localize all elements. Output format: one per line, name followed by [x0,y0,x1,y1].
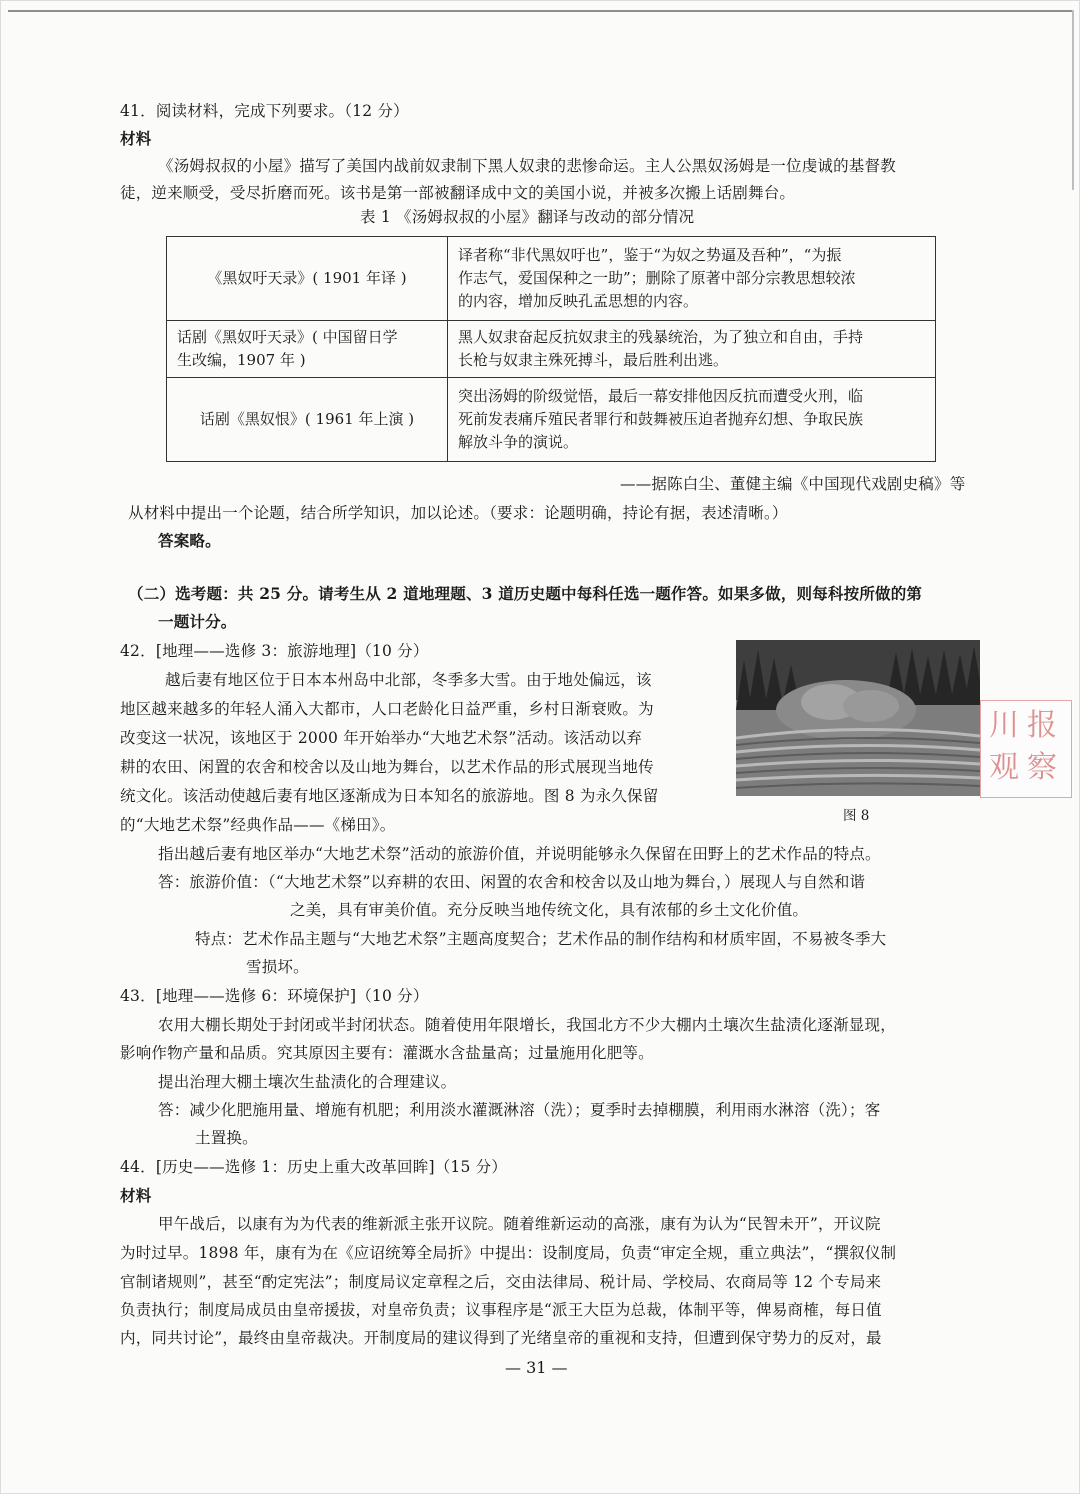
q44-para-line: 甲午战后，以康有为为代表的维新派主张开议院。随着维新运动的高涨，康有为认为“民智未开”，开议院 [158,1215,881,1233]
table-title: 表 1 《汤姆叔叔的小屋》翻译与改动的部分情况 [360,208,695,226]
q43-task: 提出治理大棚土壤次生盐渍化的合理建议。 [158,1073,457,1091]
table-cell: 话剧《黑奴恨》( 1961 年上演 ) [167,378,448,462]
q43-answer-line: 答：减少化肥施用量、增施有机肥；利用淡水灌溉淋溶（洗）；夏季时去掉棚膜，利用雨水淋溶（洗）；客 [158,1101,881,1119]
figure-caption: 图 8 [843,808,870,824]
watermark-char: 察 [1027,750,1057,785]
q42-task: 指出越后妻有地区举办“大地艺术祭”活动的旅游价值，并说明能够永久保留在田野上的艺术作品的特点。 [158,845,881,863]
terraced-field-photo [736,640,980,796]
table-cell: 译者称“非代黑奴吁也”，鉴于“为奴之势逼及吾种”，“为振 作志气，爱国保种之一助”；删除了原著中部分宗教思想较浓 的内容，增加反映孔孟思想的内容。 [448,237,936,321]
q42-answer-line: 特点：艺术作品主题与“大地艺术祭”主题高度契合；艺术作品的制作结构和材质牢固，不易被冬季大 [195,930,887,948]
q41-material-label: 材料 [120,129,152,148]
q42-para-line: 耕的农田、闲置的农舍和校舍以及山地为舞台，以艺术作品的形式展现当地传 [120,758,654,776]
q44-header: 44．[历史——选修 1：历史上重大改革回眸]（15 分） [120,1158,508,1176]
q42-para-line: 越后妻有地区位于日本本州岛中北部，冬季多大雪。由于地处偏远，该 [165,671,652,689]
q41-source: ——据陈白尘、董健主编《中国现代戏剧史稿》等 [620,475,966,493]
q44-material-label: 材料 [120,1186,152,1205]
q41-answer: 答案略。 [158,531,221,550]
table-row [167,320,936,378]
section2-instructions: （二）选考题：共 25 分。请考生从 2 道地理题、3 道历史题中每科任选一题作答。如果多做，则每科按所做的第 [128,584,923,603]
newspaper-watermark-stamp [980,700,1072,798]
q41-task: 从材料中提出一个论题，结合所学知识，加以论述。（要求：论题明确，持论有据，表述清晰。） [128,504,788,522]
q44-para-line: 内，同共讨论”，最终由皇帝裁决。开制度局的建议得到了光绪皇帝的重视和支持，但遭到保守势力的反对，最 [120,1329,882,1347]
q43-para-line: 农用大棚长期处于封闭或半封闭状态。随着使用年限增长，我国北方不少大棚内土壤次生盐渍化逐渐显现， [158,1016,896,1034]
q42-header: 42．[地理——选修 3：旅游地理]（10 分） [120,642,429,660]
table-row [167,378,936,462]
table-row [167,237,936,321]
q41-para-line: 《汤姆叔叔的小屋》描写了美国内战前奴隶制下黑人奴隶的悲惨命运。主人公黑奴汤姆是一位虔诚的基督教 [158,157,896,175]
q41-header: 41．阅读材料，完成下列要求。（12 分） [120,102,409,120]
q41-para-line: 徒，逆来顺受，受尽折磨而死。该书是第一部被翻译成中文的美国小说，并被多次搬上话剧舞台。 [120,184,796,202]
table-cell: 黑人奴隶奋起反抗奴隶主的残暴统治，为了独立和自由，手持 长枪与奴隶主殊死搏斗，最后胜利出逃。 [448,320,936,378]
q44-para-line: 为时过早。1898 年，康有为在《应诏统筹全局折》中提出：设制度局，负责“审定全规，重立典法”，“撰叙仪制 [120,1244,897,1262]
section2-instructions-cont: 一题计分。 [158,612,237,631]
q42-answer-line: 答：旅游价值：（“大地艺术祭”以弃耕的农田、闲置的农舍和校舍以及山地为舞台，）展现人与自然和谐 [158,873,866,891]
q42-answer-line: 雪损坏。 [246,958,309,976]
q42-para-line: 的“大地艺术祭”经典作品——《梯田》。 [120,816,396,834]
page-top-edge [8,10,1074,12]
q42-para-line: 地区越来越多的年轻人涌入大都市，人口老龄化日益严重，乡村日渐衰败。为 [120,700,654,718]
table-cell: 《黑奴吁天录》( 1901 年译 ) [167,237,448,321]
page-number: — 31 — [505,1358,568,1377]
q44-para-line: 负责执行；制度局成员由皇帝援拔，对皇帝负责；议事程序是“派王大臣为总裁，体制平等，俾易商榷，每日值 [120,1301,882,1319]
q43-para-line: 影响作物产量和品质。究其原因主要有：灌溉水含盐量高；过量施用化肥等。 [120,1044,654,1062]
q42-para-line: 改变这一状况，该地区于 2000 年开始举办“大地艺术祭”活动。该活动以弃 [120,729,643,747]
watermark-char: 观 [989,750,1019,785]
q43-header: 43．[地理——选修 6：环境保护]（10 分） [120,987,429,1005]
watermark-char: 川 [989,708,1019,743]
page-right-edge [1072,10,1074,190]
q43-answer-line: 土置换。 [195,1129,258,1147]
q42-answer-line: 之美，具有审美价值。充分反映当地传统文化，具有浓郁的乡土文化价值。 [290,901,809,919]
q42-para-line: 统文化。该活动使越后妻有地区逐渐成为日本知名的旅游地。图 8 为永久保留 [120,787,659,805]
translation-table [166,236,936,462]
table-cell: 话剧《黑奴吁天录》( 中国留日学 生改编，1907 年 ) [167,320,448,378]
q44-para-line: 官制诸规则”，甚至“酌定宪法”；制度局议定章程之后，交由法律局、税计局、学校局、农商局等 12 个专局来 [120,1273,882,1291]
table-cell: 突出汤姆的阶级觉悟，最后一幕安排他因反抗而遭受火刑，临 死前发表痛斥殖民者罪行和鼓舞被压迫者抛弃幻想、争取民族 解放斗争的演说。 [448,378,936,462]
watermark-char: 报 [1027,708,1057,743]
